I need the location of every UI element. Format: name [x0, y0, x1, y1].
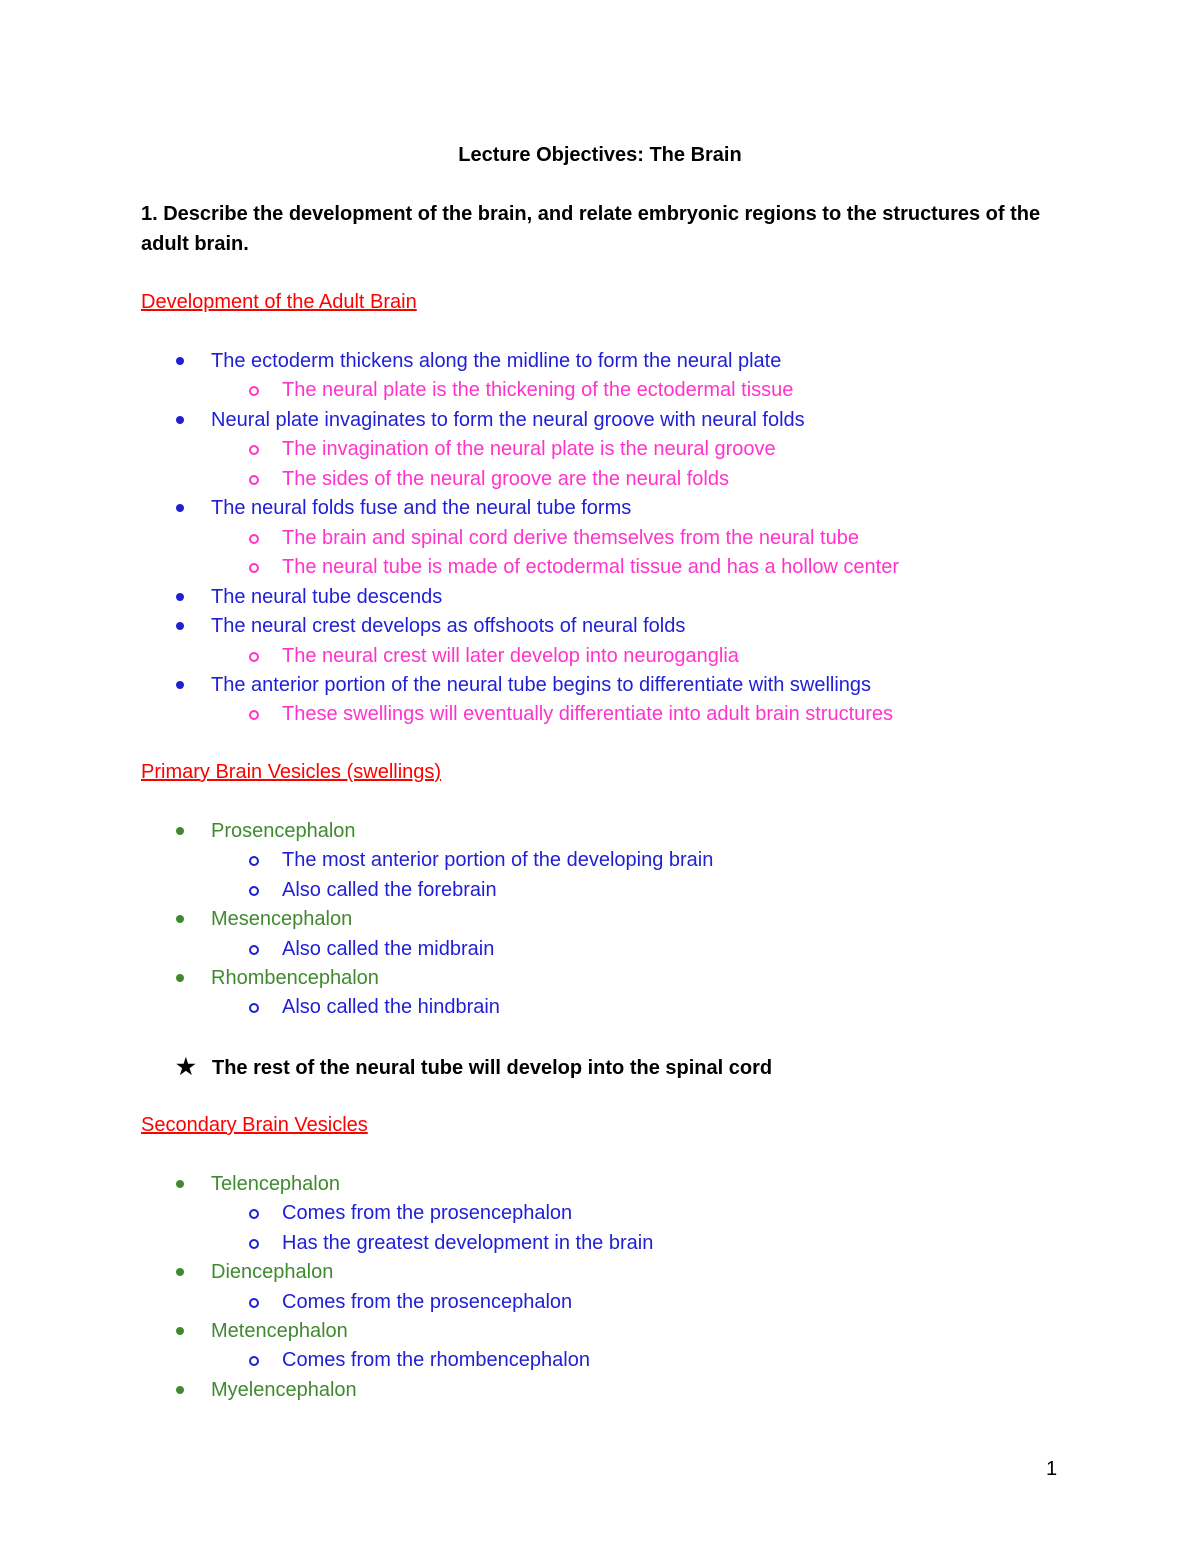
list-item	[282, 701, 893, 727]
list-item-text: The invagination of the neural plate is the neural groove	[282, 438, 776, 461]
objective-text: 1. Describe the development of the brain, and relate embryonic regions to the structures of the adult brain.	[141, 203, 1041, 255]
list-item-text: The sides of the neural groove are the neural folds	[282, 467, 729, 490]
list-item	[211, 906, 352, 932]
bullet-dot-icon	[176, 593, 184, 601]
list-item-text: These swellings will eventually differentiate into adult brain structures	[282, 703, 894, 726]
bullet-circle-icon	[249, 534, 259, 544]
list-item	[211, 407, 805, 433]
page-title: Lecture Objectives: The Brain	[458, 144, 742, 166]
bullet-dot-icon	[176, 622, 184, 630]
list-item-text: Also called the hindbrain	[282, 996, 500, 1019]
bullet-dot-icon	[176, 1386, 184, 1394]
bullet-circle-icon	[249, 652, 259, 662]
list-item	[282, 1289, 572, 1315]
bullet-circle-icon	[249, 1003, 259, 1013]
bullet-dot-icon	[176, 357, 184, 365]
bullet-dot-icon	[176, 974, 184, 982]
bullet-dot-icon	[176, 1180, 184, 1188]
list-item	[282, 877, 497, 903]
list-item	[282, 994, 500, 1020]
bullet-circle-icon	[249, 710, 259, 720]
list-item-text: The neural tube is made of ectodermal tissue and has a hollow center	[282, 556, 900, 579]
list-item-text: The neural crest will later develop into neuroganglia	[282, 644, 739, 667]
list-item	[211, 584, 442, 610]
list-item-text: The neural crest develops as offshoots of neural folds	[211, 615, 686, 638]
list-item	[282, 525, 859, 551]
list-item	[282, 1230, 653, 1256]
bullet-circle-icon	[249, 1239, 259, 1249]
list-item-text: Telencephalon	[211, 1173, 340, 1195]
list-item	[282, 436, 776, 462]
list-item-text: Prosencephalon	[211, 820, 356, 842]
list-item-text: Rhombencephalon	[211, 967, 379, 989]
list-item-text: Comes from the prosencephalon	[282, 1290, 573, 1313]
bullet-dot-icon	[176, 681, 184, 689]
list-item	[211, 348, 781, 374]
list-item	[211, 1171, 340, 1197]
bullet-dot-icon	[176, 827, 184, 835]
list-item-text: The neural folds fuse and the neural tube forms	[211, 497, 632, 520]
bullet-circle-icon	[249, 886, 259, 896]
bullet-circle-icon	[249, 1356, 259, 1366]
page-number: 1	[1046, 1458, 1058, 1480]
list-item	[282, 936, 494, 962]
list-item	[282, 1347, 590, 1373]
bullet-dot-icon	[176, 1327, 184, 1335]
list-item	[282, 466, 729, 492]
bullet-circle-icon	[249, 856, 259, 866]
bullet-circle-icon	[249, 1209, 259, 1219]
list-item-text: Has the greatest development in the brain	[282, 1231, 654, 1254]
star-note	[176, 1054, 772, 1080]
list-item-text: Neural plate invaginates to form the neural groove with neural folds	[211, 408, 805, 431]
bullet-circle-icon	[249, 1298, 259, 1308]
list-item-text: Also called the midbrain	[282, 937, 495, 960]
bullet-circle-icon	[249, 563, 259, 573]
list-item	[211, 495, 631, 521]
list-item	[211, 1377, 357, 1403]
list-item	[211, 1318, 348, 1344]
list-item-text: Comes from the prosencephalon	[282, 1202, 573, 1225]
bullet-circle-icon	[249, 475, 259, 485]
bullet-circle-icon	[249, 386, 259, 396]
bullet-dot-icon	[176, 416, 184, 424]
section-heading-development: Development of the Adult Brain	[141, 291, 417, 313]
list-item-text: Metencephalon	[211, 1320, 348, 1342]
list-item-text: Also called the forebrain	[282, 878, 497, 901]
list-item-text: The brain and spinal cord derive themselves from the neural tube	[282, 526, 859, 549]
section-heading-primary-vesicles: Primary Brain Vesicles (swellings)	[141, 761, 442, 783]
list-item	[282, 1200, 572, 1226]
bullet-circle-icon	[249, 945, 259, 955]
section-heading-secondary-vesicles: Secondary Brain Vesicles	[141, 1114, 368, 1136]
star-icon: ★	[176, 1054, 196, 1079]
list-item	[282, 377, 793, 403]
list-item-text: Myelencephalon	[211, 1378, 357, 1401]
list-item	[211, 818, 356, 844]
bullet-dot-icon	[176, 1268, 184, 1276]
list-item-text: Mesencephalon	[211, 908, 353, 931]
bullet-circle-icon	[249, 445, 259, 455]
list-item-text: Comes from the rhombencephalon	[282, 1349, 590, 1372]
list-item	[211, 672, 871, 698]
list-item	[282, 643, 739, 669]
list-item	[282, 554, 899, 580]
list-item-text: The anterior portion of the neural tube begins to differentiate with swellings	[211, 673, 872, 696]
bullet-dot-icon	[176, 915, 184, 923]
list-item-text: The neural tube descends	[211, 585, 443, 608]
list-item	[211, 613, 685, 639]
list-item-text: Diencephalon	[211, 1261, 334, 1284]
star-note-text: The rest of the neural tube will develop into the spinal cord	[212, 1057, 773, 1079]
list-item-text: The ectoderm thickens along the midline to form the neural plate	[211, 350, 782, 372]
list-item	[211, 1259, 333, 1285]
list-item	[282, 847, 713, 873]
list-item	[211, 965, 379, 991]
list-item-text: The most anterior portion of the developing brain	[282, 849, 714, 872]
list-item-text: The neural plate is the thickening of the ectodermal tissue	[282, 379, 794, 402]
bullet-dot-icon	[176, 504, 184, 512]
